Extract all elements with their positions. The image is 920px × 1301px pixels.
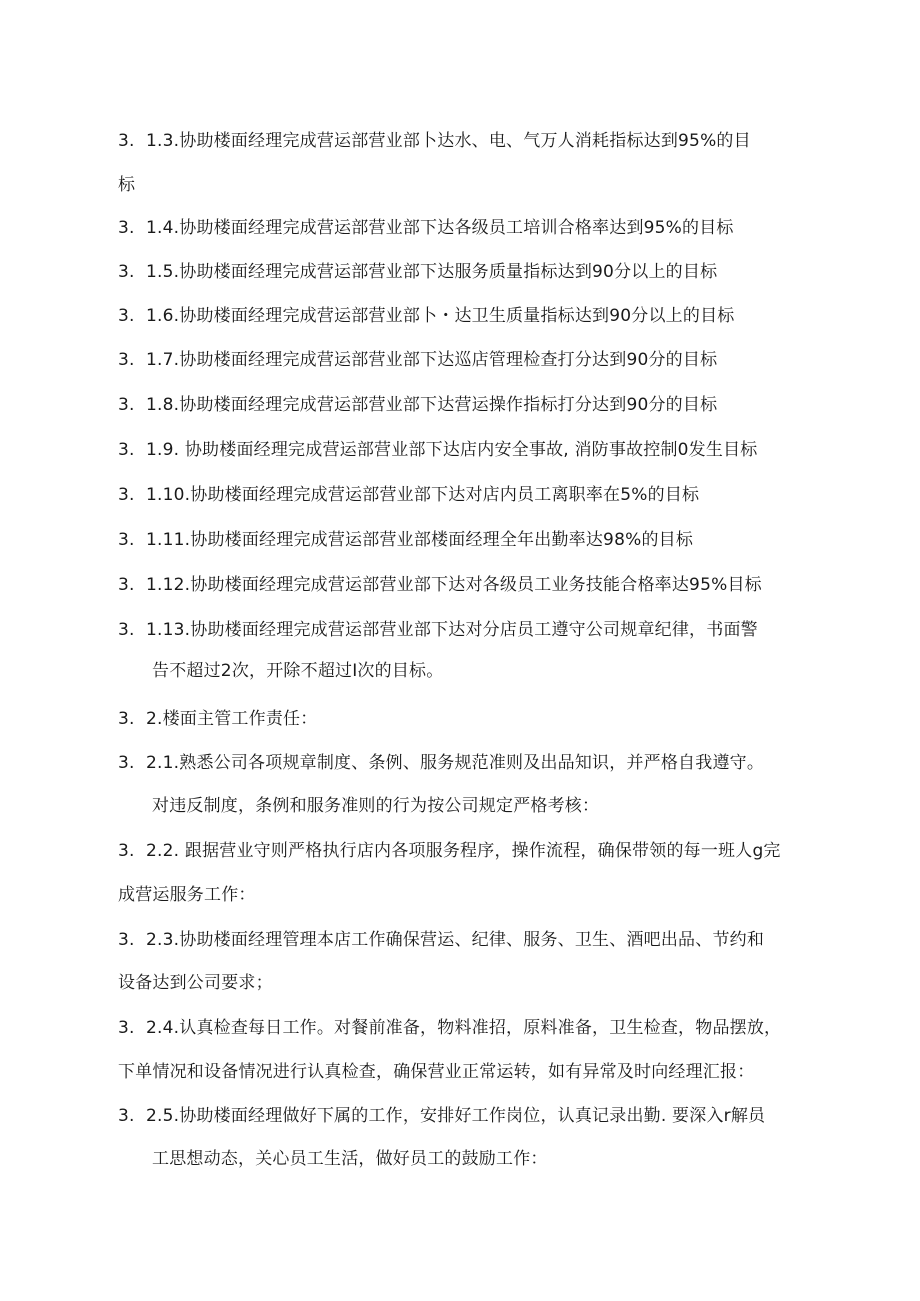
clause-text: 设备达到公司要求；	[118, 973, 273, 993]
clause-2-2	[118, 840, 781, 862]
clause-1-10	[118, 484, 699, 506]
clause-prefix: 3.	[118, 485, 135, 505]
clause-2-3-continuation	[118, 972, 273, 994]
clause-1-6	[118, 305, 734, 327]
clause-2-5-continuation	[152, 1148, 548, 1170]
clause-1-3-continuation	[118, 174, 135, 196]
clause-text: 告不超过2次，开除不超过I次的目标。	[152, 661, 444, 681]
clause-text: 2.楼面主管工作责任：	[146, 709, 318, 729]
clause-1-5	[118, 261, 717, 283]
clause-text: 标	[118, 175, 136, 195]
clause-text: 2.3.协助楼面经理管理本店工作确保营运、纪律、服务、卫生、酒吧出品、节约和	[146, 930, 765, 950]
clause-text: 1.13.协助楼面经理完成营运部营业部下达对分店员工遵守公司规章纪律，书面警	[146, 620, 758, 640]
clause-text: 1.5.协助楼面经理完成营运部营业部下达服务质量指标达到90分以上的目标	[146, 262, 718, 282]
clause-2-1	[118, 752, 764, 774]
section-2-heading	[118, 708, 317, 730]
clause-prefix: 3.	[118, 395, 135, 415]
clause-text: 1.6.协助楼面经理完成营运部营业部卜・达卫生质量指标达到90分以上的目标	[146, 306, 735, 326]
clause-prefix: 3.	[118, 350, 135, 370]
clause-text: 1.8.协助楼面经理完成营运部营业部下达营运操作指标打分达到90分的目标	[146, 395, 718, 415]
clause-text: 2.4.认真检查每日工作。对餐前准备，物料准招，原料准备，卫生检查，物品摆放，	[146, 1018, 782, 1038]
clause-text: 1.7.协助楼面经理完成营运部营业部下达巡店管理检查打分达到90分的目标	[146, 350, 718, 370]
clause-2-3	[118, 929, 764, 951]
clause-text: 工思想动态，关心员工生活，做好员工的鼓励工作：	[152, 1149, 548, 1169]
clause-prefix: 3.	[118, 753, 135, 773]
clause-prefix: 3.	[118, 131, 135, 151]
clause-text: 2.1.熟悉公司各项规章制度、条例、服务规范准则及出品知识，并严格自我遵守。	[146, 753, 765, 773]
clause-prefix: 3.	[118, 218, 135, 238]
clause-text: 1.4.协助楼面经理完成营运部营业部下达各级员工培训合格率达到95%的目标	[146, 218, 734, 238]
clause-1-7	[118, 349, 717, 371]
clause-text: 1.11.协助楼面经理完成营运部营业部楼面经理全年出勤率达98%的目标	[146, 530, 694, 550]
clause-prefix: 3.	[118, 262, 135, 282]
clause-1-4	[118, 217, 734, 239]
clause-text: 2.2. 跟据营业守则严格执行店内各项服务程序，操作流程，确保带领的每一班人g完	[146, 841, 781, 861]
clause-prefix: 3.	[118, 709, 135, 729]
clause-1-3	[118, 130, 751, 152]
clause-1-13-continuation	[152, 660, 443, 682]
clause-prefix: 3.	[118, 440, 135, 460]
clause-text: 1.3.协助楼面经理完成营运部营业部卜达水、电、气万人消耗指标达到95%的目	[146, 131, 751, 151]
clause-text: 1.10.协助楼面经理完成营运部营业部下达对店内员工离职率在5%的目标	[146, 485, 700, 505]
clause-2-4-continuation	[118, 1061, 754, 1083]
clause-text: 对违反制度，条例和服务准则的行为按公司规定严格考核：	[152, 796, 600, 816]
clause-1-12	[118, 574, 762, 596]
clause-prefix: 3.	[118, 930, 135, 950]
clause-1-11	[118, 529, 693, 551]
clause-1-8	[118, 394, 717, 416]
clause-2-5	[118, 1105, 765, 1127]
clause-2-2-continuation	[118, 884, 256, 906]
clause-text: 下单情况和设备情况进行认真检查，确保营业正常运转，如有异常及时向经理汇报：	[118, 1062, 755, 1082]
clause-text: 2.5.协助楼面经理做好下属的工作，安排好工作岗位，认真记录出勤. 要深入r解员	[146, 1106, 766, 1126]
clause-prefix: 3.	[118, 575, 135, 595]
clause-prefix: 3.	[118, 306, 135, 326]
clause-prefix: 3.	[118, 1106, 135, 1126]
clause-prefix: 3.	[118, 1018, 135, 1038]
clause-1-9	[118, 439, 757, 461]
clause-text: 1.12.协助楼面经理完成营运部营业部下达对各级员工业务技能合格率达95%目标	[146, 575, 762, 595]
clause-prefix: 3.	[118, 530, 135, 550]
clause-prefix: 3.	[118, 841, 135, 861]
clause-2-4	[118, 1017, 781, 1039]
clause-2-1-continuation	[152, 795, 599, 817]
clause-prefix: 3.	[118, 620, 135, 640]
clause-text: 成营运服务工作：	[118, 885, 256, 905]
clause-text: 1.9. 协助楼面经理完成营运部营业部下达店内安全事故, 消防事故控制0发生目标	[146, 440, 758, 460]
clause-1-13	[118, 619, 758, 641]
